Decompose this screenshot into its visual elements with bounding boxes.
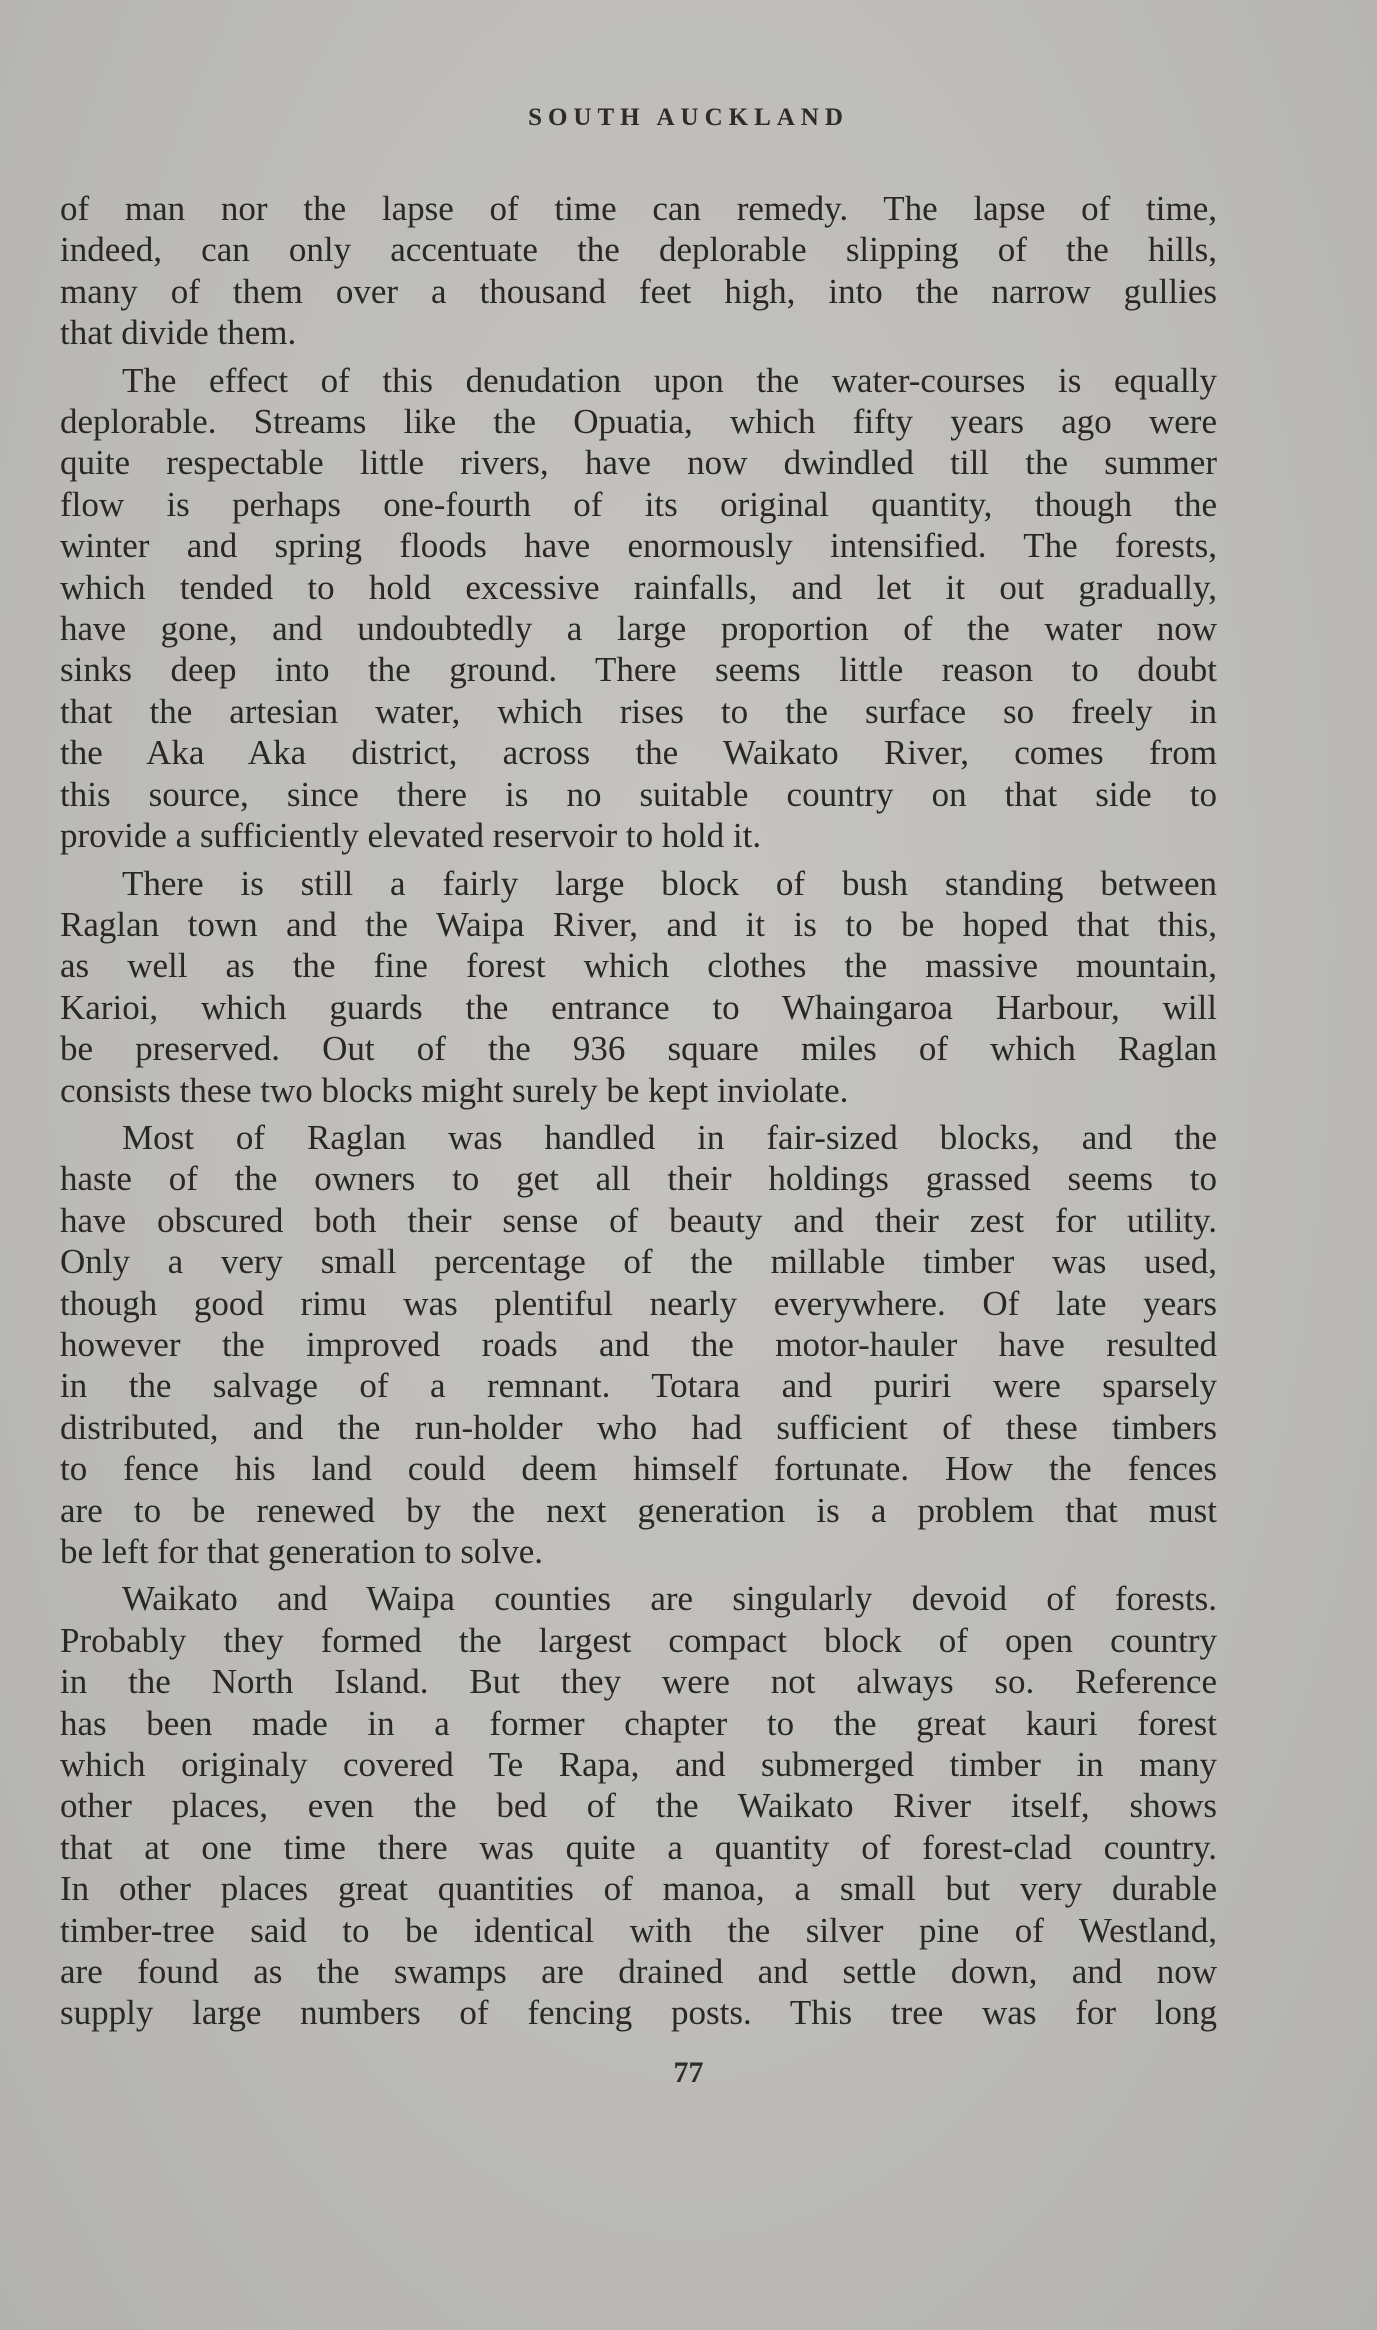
paragraph [60, 1578, 1217, 2033]
text-line: distributed, and the run-holder who had sufficient of these timbers [60, 1407, 1217, 1447]
text-line: as well as the fine forest which clothes the massive mountain, [60, 946, 1217, 986]
text-line: Karioi, which guards the entrance to Whaingaroa Harbour, will [60, 987, 1217, 1027]
text-line: There is still a fairly large block of bush standing between [122, 863, 1217, 903]
text-line: Probably they formed the largest compact block of open country [60, 1620, 1217, 1660]
text-line: Raglan town and the Waipa River, and it is to be hoped that this, [60, 904, 1217, 944]
text-line: In other places great quantities of manoa, a small but very durable [60, 1869, 1217, 1909]
text-line: that the artesian water, which rises to the surface so freely in [60, 691, 1217, 731]
paragraph [60, 1117, 1217, 1572]
text-line: winter and spring floods have enormously intensified. The forests, [60, 526, 1217, 566]
text-line: this source, since there is no suitable country on that side to [60, 774, 1217, 814]
text-line: in the salvage of a remnant. Totara and puriri were sparsely [60, 1366, 1217, 1406]
text-line: quite respectable little rivers, have now dwindled till the summer [60, 443, 1217, 483]
text-line: timber-tree said to be identical with the silver pine of Westland, [60, 1910, 1217, 1950]
paragraph [60, 360, 1217, 857]
text-line: consists these two blocks might surely be kept inviolate. [60, 1070, 849, 1110]
body-text [60, 188, 1217, 2040]
text-line: other places, even the bed of the Waikato River itself, shows [60, 1786, 1217, 1826]
text-line: provide a sufficiently elevated reservoir to hold it. [60, 816, 762, 856]
text-line: haste of the owners to get all their holdings grassed seems to [60, 1159, 1217, 1199]
text-line: be left for that generation to solve. [60, 1532, 544, 1571]
text-line: which originaly covered Te Rapa, and submerged timber in many [60, 1745, 1217, 1785]
running-head: SOUTH AUCKLAND [528, 104, 849, 131]
paragraph [60, 188, 1217, 354]
page-number: 77 [673, 2056, 704, 2089]
text-line: deplorable. Streams like the Opuatia, which fifty years ago were [60, 402, 1217, 442]
text-line: The effect of this denudation upon the water-courses is equally [122, 360, 1217, 400]
text-line: Only a very small percentage of the millable timber was used, [60, 1242, 1217, 1282]
text-line: flow is perhaps one-fourth of its original quantity, though the [60, 484, 1217, 524]
text-line: are found as the swamps are drained and settle down, and now [60, 1952, 1217, 1992]
text-line: indeed, can only accentuate the deplorable slipping of the hills, [60, 230, 1217, 270]
text-line: has been made in a former chapter to the great kauri forest [60, 1703, 1217, 1743]
text-line: supply large numbers of fencing posts. This tree was for long [60, 1993, 1217, 2033]
text-line: be preserved. Out of the 936 square miles of which Raglan [60, 1029, 1217, 1069]
text-line: which tended to hold excessive rainfalls, and let it out gradually, [60, 567, 1217, 607]
text-line: to fence his land could deem himself fortunate. How the fences [60, 1449, 1217, 1489]
text-line: have obscured both their sense of beauty and their zest for utility. [60, 1200, 1217, 1240]
text-line: have gone, and undoubtedly a large proportion of the water now [60, 609, 1217, 649]
text-line: many of them over a thousand feet high, into the narrow gullies [60, 271, 1217, 311]
text-line: in the North Island. But they were not always so. Reference [60, 1662, 1217, 1702]
text-line: Waikato and Waipa counties are singularly devoid of forests. [122, 1579, 1217, 1619]
text-line: sinks deep into the ground. There seems little reason to doubt [60, 650, 1217, 690]
text-line: that at one time there was quite a quantity of forest-clad country. [60, 1827, 1217, 1867]
text-line: that divide them. [60, 313, 297, 353]
text-line: however the improved roads and the motor-hauler have resulted [60, 1324, 1217, 1364]
text-line: are to be renewed by the next generation is a problem that must [60, 1490, 1217, 1530]
text-line: the Aka Aka district, across the Waikato River, comes from [60, 733, 1217, 773]
text-line: of man nor the lapse of time can remedy. The lapse of time, [60, 189, 1217, 228]
paragraph [60, 863, 1217, 1111]
text-line: though good rimu was plentiful nearly everywhere. Of late years [60, 1283, 1217, 1323]
text-line: Most of Raglan was handled in fair-sized blocks, and the [122, 1117, 1217, 1157]
